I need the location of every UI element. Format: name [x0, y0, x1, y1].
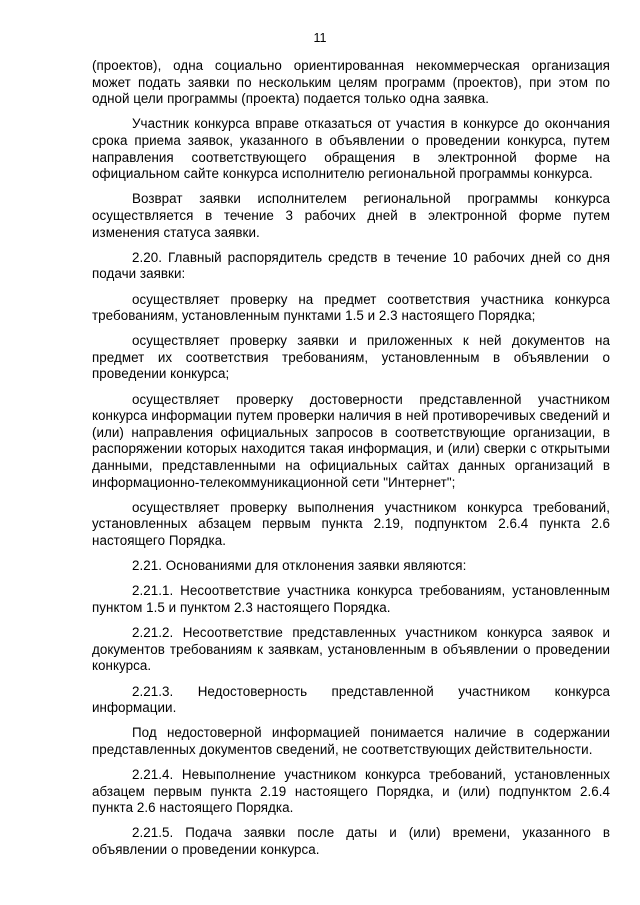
paragraph: 2.21.5. Подача заявки после даты и (или) времени, указанного в объявлении о проведении конкурса. — [92, 825, 610, 858]
paragraph: 2.21. Основаниями для отклонения заявки являются: — [132, 558, 467, 574]
paragraph: 2.20. Главный распорядитель средств в течение 10 рабочих дней со дня подачи заявки: — [92, 249, 610, 282]
page-number: 11 — [313, 31, 327, 45]
paragraph: 2.21.2. Несоответствие представленных участником конкурса заявок и документов требованиям к заявкам, установленным в объявлении о проведении конкурса. — [92, 625, 610, 674]
paragraph: 2.21.1. Несоответствие участника конкурса требованиям, установленным пунктом 1.5 и пунктом 2.3 настоящего Порядка. — [92, 583, 610, 615]
paragraph: осуществляет проверку достоверности представленной участником конкурса информации путем проверки наличия в ней противоречивых сведений и (или) направления официальных запросов в соответствующие организации, в распоряжении которых находится такая информация, и (или) сверки с открытыми данными, представленными на официальных сайтах данных организаций в информационно-телекоммуникационной сети "Интернет"; — [92, 391, 610, 490]
paragraph: 2.21.4. Невыполнение участником конкурса требований, установленных абзацем первым пункта 2.19 настоящего Порядка, и (или) подпунктом 2.6.4 пункта 2.6 настоящего Порядка. — [92, 767, 610, 816]
paragraph: осуществляет проверку выполнения участником конкурса требований, установленных абзацем первым пункта 2.19, подпунктом 2.6.4 пункта 2.6 настоящего Порядка. — [92, 499, 610, 548]
paragraph: Возврат заявки исполнителем региональной программы конкурса осуществляется в течение 3 рабочих дней в электронной форме путем изменения статуса заявки. — [92, 191, 610, 240]
paragraph: осуществляет проверку заявки и приложенных к ней документов на предмет их соответствия требованиям, установленным в объявлении о проведении конкурса; — [92, 333, 610, 382]
paragraph: осуществляет проверку на предмет соответствия участника конкурса требованиям, установленным пунктами 1.5 и 2.3 настоящего Порядка; — [92, 291, 610, 324]
paragraph: 2.21.3. Недостоверность представленной участником конкурса информации. — [92, 683, 610, 716]
paragraph: Участник конкурса вправе отказаться от участия в конкурсе до окончания срока приема заявок, указанного в объявлении о проведении конкурса, путем направления соответствующего обращения в электронной форме на официальном сайте конкурса исполнителю региональной программы конкурса. — [92, 116, 610, 182]
paragraph: (проектов), одна социально ориентированная некоммерческая организация может подать заявки по нескольким целям программ (проектов), при этом по одной цели программы (проекта) подается только одна заявка. — [92, 58, 610, 107]
paragraph: Под недостоверной информацией понимается наличие в содержании представленных документов сведений, не соответствующих действительности. — [92, 725, 610, 757]
